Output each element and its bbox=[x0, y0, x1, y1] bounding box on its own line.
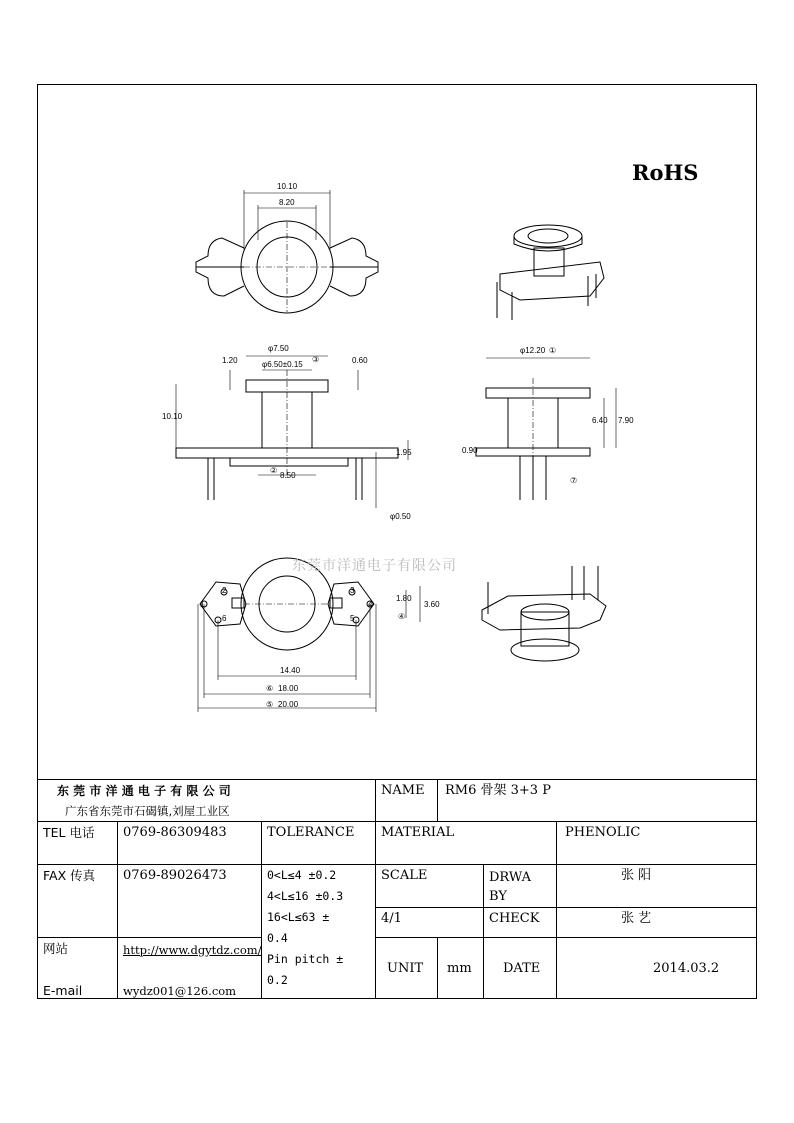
name-label: NAME bbox=[381, 783, 425, 798]
callout-2: ② bbox=[270, 466, 278, 475]
pin-label-4: 4 bbox=[368, 600, 373, 609]
tolerance-line-5: Pin pitch ± bbox=[267, 952, 344, 966]
scale-label: SCALE bbox=[381, 868, 428, 883]
tolerance-line-6: 0.2 bbox=[267, 973, 288, 987]
top-view bbox=[196, 190, 378, 313]
rohs-mark: RoHS bbox=[632, 160, 699, 185]
dim-base-height: 1.95 bbox=[396, 448, 412, 457]
callout-1: ① bbox=[549, 346, 557, 355]
tel-label: TEL 电话 bbox=[43, 825, 95, 840]
bottom-view bbox=[198, 558, 420, 712]
check-label: CHECK bbox=[489, 911, 540, 926]
pin-label-2: 2 bbox=[222, 586, 227, 595]
dim-core-dia: φ6.50±0.15 bbox=[262, 360, 303, 369]
dim-flange-dia: φ7.50 bbox=[268, 344, 289, 353]
pin-label-6: 6 bbox=[222, 614, 227, 623]
pin-label-1: 1 bbox=[200, 600, 205, 609]
unit-label: UNIT bbox=[387, 961, 424, 976]
side-view bbox=[476, 358, 616, 500]
dim-flange-thk: 1.20 bbox=[222, 356, 238, 365]
tolerance-line-2: 4<L≤16 ±0.3 bbox=[267, 889, 344, 903]
company-address: 广东省东莞市石碣镇,刘屋工业区 bbox=[65, 804, 230, 818]
dim-bottom-a: 1.80 bbox=[396, 594, 412, 603]
dim-side-base: 0.90 bbox=[462, 446, 478, 455]
dim-side-dia: φ12.20 bbox=[520, 346, 546, 355]
dim-top-outer: 10.10 bbox=[277, 182, 298, 191]
tolerance-line-3: 16<L≤63 ± bbox=[267, 910, 330, 924]
drawn-by-label: DRWA BY bbox=[489, 870, 532, 904]
dim-pin-span: 8.50 bbox=[280, 471, 296, 480]
dim-height: 10.10 bbox=[162, 412, 183, 421]
callout-5: ⑤ bbox=[266, 700, 274, 709]
callout-7: ⑦ bbox=[570, 476, 578, 485]
dim-span3: 20.00 bbox=[278, 700, 299, 709]
fax-value: 0769-89026473 bbox=[123, 868, 227, 883]
website-label: 网站 bbox=[43, 941, 69, 956]
material-label: MATERIAL bbox=[381, 825, 455, 840]
scale-value: 4/1 bbox=[381, 911, 402, 926]
dim-total-height: 7.90 bbox=[618, 416, 634, 425]
pin-label-3: 3 bbox=[350, 586, 355, 595]
pin-label-5: 5 bbox=[350, 614, 355, 623]
isometric-view-bottom bbox=[482, 566, 606, 661]
watermark: 东莞市洋通电子有限公司 bbox=[292, 558, 457, 574]
email-value: wydz001@126.com bbox=[123, 984, 237, 998]
dim-top-thk: 0.60 bbox=[352, 356, 368, 365]
dim-bottom-b: 3.60 bbox=[424, 600, 440, 609]
check-value: 张 艺 bbox=[621, 911, 652, 926]
dim-span1: 14.40 bbox=[280, 666, 301, 675]
dim-pin-dia: φ0.50 bbox=[390, 512, 411, 521]
company-name: 东 莞 市 洋 通 电 子 有 限 公 司 bbox=[57, 784, 231, 798]
isometric-view-top bbox=[497, 225, 604, 320]
callout-6: ⑥ bbox=[266, 684, 274, 693]
tel-value: 0769-86309483 bbox=[123, 825, 227, 840]
tolerance-label: TOLERANCE bbox=[267, 825, 355, 840]
fax-label: FAX 传真 bbox=[43, 868, 96, 883]
front-view bbox=[176, 356, 408, 508]
material-value: PHENOLIC bbox=[565, 825, 641, 840]
drawn-by-value: 张 阳 bbox=[621, 868, 652, 883]
callout-4: ④ bbox=[398, 612, 406, 621]
tolerance-values bbox=[267, 865, 375, 991]
unit-value: mm bbox=[447, 961, 472, 976]
email-label: E-mail bbox=[43, 983, 83, 998]
tolerance-line-4: 0.4 bbox=[267, 931, 288, 945]
dim-inner-height: 6.40 bbox=[592, 416, 608, 425]
part-name: RM6 骨架 3+3 P bbox=[445, 783, 551, 798]
tolerance-line-1: 0<L≤4 ±0.2 bbox=[267, 868, 337, 882]
title-block bbox=[37, 779, 757, 999]
dim-span2: 18.00 bbox=[278, 684, 299, 693]
date-label: DATE bbox=[503, 961, 541, 976]
dim-top-inner: 8.20 bbox=[279, 198, 295, 207]
callout-3: ③ bbox=[312, 355, 320, 364]
website-link[interactable]: http://www.dgytdz.com/ bbox=[123, 943, 262, 957]
date-value: 2014.03.2 bbox=[653, 961, 720, 976]
